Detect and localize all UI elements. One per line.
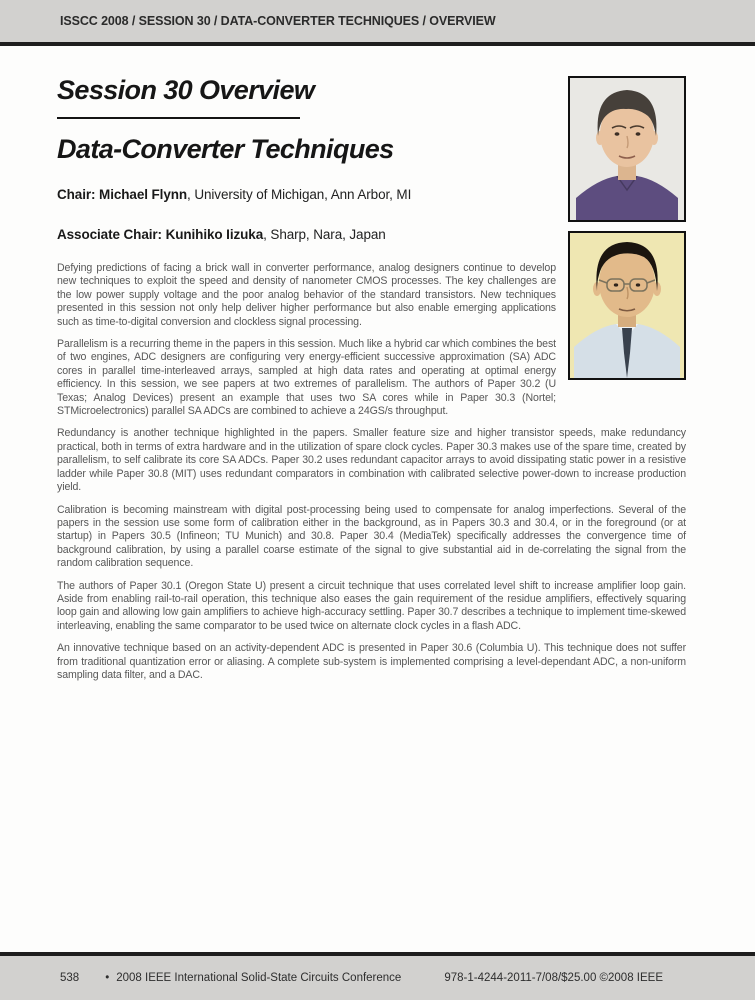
portrait-photo-kunihiko-iizuka [568, 231, 686, 380]
associate-chair-affiliation: , Sharp, Nara, Japan [263, 227, 386, 242]
session-topic-title: Data-Converter Techniques [57, 134, 394, 164]
conference-name: 2008 IEEE International Solid-State Circuits Conference [116, 972, 402, 984]
footer-bullet: • [105, 972, 110, 984]
paragraph-calibration: Calibration is becoming mainstream with digital post-processing being used to compensate for analog imperfections. Several of the papers in the session use some form of calibration either in the background, as in Papers 30.3 and 30.4, or in the foreground (or at startup) in Papers 30.5 (Infineon; TU Munich) and 30.8. Paper 30.4 (MediaTek) specifically addresses the convergence time of background calibration, by using a parallel coarse estimate of the signal to give substantial aid in de-correlating the signal from the random calibration sequence. [57, 503, 686, 570]
chair-affiliation: , University of Michigan, Ann Arbor, MI [187, 187, 412, 202]
portrait-photo-michael-flynn [568, 76, 686, 222]
title-divider-rule [57, 117, 300, 119]
chair-name: Chair: Michael Flynn [57, 187, 188, 202]
copyright-isbn: 978-1-4244-2011-7/08/$25.00 ©2008 IEEE [444, 972, 663, 984]
chair-photos-column [568, 76, 686, 389]
eye-left [615, 132, 620, 136]
page-number: 538 [60, 972, 80, 984]
associate-chair-name: Associate Chair: Kunihiko Iizuka [57, 227, 264, 242]
eye-left [614, 283, 618, 286]
portrait-kunihiko-iizuka-illustration [570, 233, 684, 378]
paragraph-parallelism: Parallelism is a recurring theme in the papers in this session. Much like a hybrid car which combines the best of two engines, ADC designers are configuring very energy-efficient successive approximation (SA) ADC cores in parallel time-interleaved arrays, sampled at high data rates and operating at optimal energy efficiency. In this session, we see papers at two extremes of parallelism. The authors of Paper 30.2 (U Texas; Analog Devices) present an example that uses two SA cores while in Paper 30.3 (Nortel; STMicroelectronics) parallel SA ADCs are combined to achieve a 24GS/s throughput. [57, 338, 556, 418]
paragraph-redundancy: Redundancy is another technique highlighted in the papers. Smaller feature size and higher transistor speeds, make redundancy practical, both in terms of extra hardware and in the utilization of spare clock cycles. Paper 30.3 makes use of the spare time, created by parallelism, to self calibrate its core SA ADCs. Paper 30.2 uses redundant capacitor arrays to avoid dissipating static power in a resistive ladder while Paper 30.8 (MIT) uses redundant comparators in combination with calibrated selective power-down to increase production yield. [57, 427, 686, 494]
breadcrumb: ISSCC 2008 / SESSION 30 / DATA-CONVERTER TECHNIQUES / OVERVIEW [60, 14, 496, 28]
page-header-bar [0, 0, 755, 46]
eye-right [636, 283, 640, 286]
portrait-michael-flynn-illustration [570, 78, 684, 220]
page-footer-bar [0, 952, 755, 1000]
eye-right [636, 132, 641, 136]
paragraph-activity-dependent-adc: An innovative technique based on an activity-dependent ADC is presented in Paper 30.6 (Columbia U). This technique does not suffer from traditional quantization error or aliasing. A complete sub-system is implemented comprising a level-dependant ADC, a non-uniform sampling data filter, and a DAC. [57, 642, 686, 681]
page-body [0, 46, 755, 952]
paragraph-defying-predictions: Defying predictions of facing a brick wall in converter performance, analog designers continue to develop new techniques to exploit the speed and density of nanometer CMOS processes. The key challenges are the low power supply voltage and the poor analog behavior of the standard transistors. New techniques presented in this session not only help deliver higher performance but also enable emerging applications such as time-to-digital conversion and clockless signal processing. [57, 262, 556, 328]
session-overview-title: Session 30 Overview [57, 75, 315, 105]
paragraph-correlated-level-shift: The authors of Paper 30.1 (Oregon State U) present a circuit technique that uses correlated level shift to increase amplifier loop gain. Aside from enabling rail-to-rail operation, this technique also eases the gain requirement of the residue amplifiers, effectively squaring loop gain and allowing low gain amplifiers to achieve high-accuracy settling. Paper 30.7 describes a technique to implement time-skewed interleaving, enabling the same comparator to be used twice on alternate clock cycles in a flash ADC. [57, 579, 686, 632]
